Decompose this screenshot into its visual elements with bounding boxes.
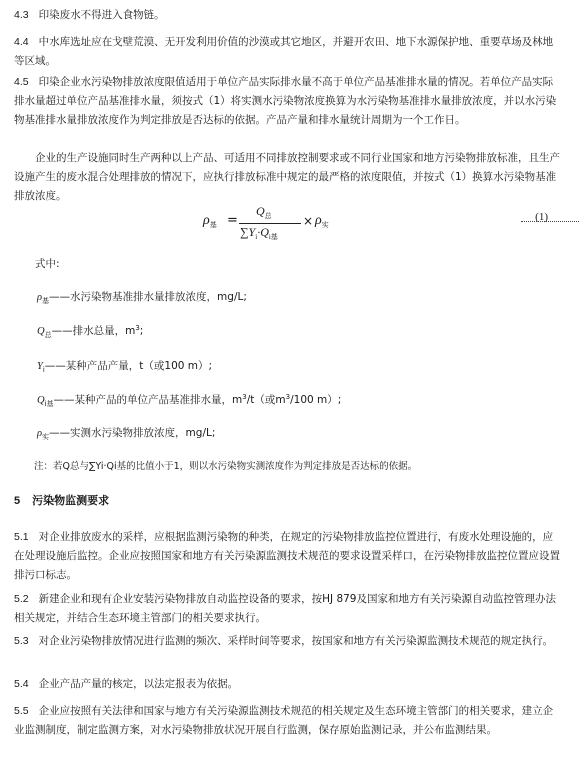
- formula-numerator: $Q_总$: [256, 204, 272, 220]
- clause-number: 5.4: [14, 678, 29, 690]
- clause-text: 企业应按照有关法律和国家与地方有关污染源监测技术规范的相关规定及生态环境主管部门的相关要求，建立企业监测制度，制定监测方案，对水污染物排放状况开展自行监测，保存原始监测记录，并公布监测结果。: [14, 705, 554, 736]
- formula-1: [203, 204, 548, 244]
- variable-definition: $\rho_实——$实测水污染物排放浓度，mg/L;: [37, 427, 216, 441]
- clause-text: 对企业污染物排放情况进行监测的频次、采样时间等要求，按国家和地方有关污染源监测技术规范的规定执行。: [38, 635, 554, 647]
- equation-number: (1): [535, 211, 548, 223]
- clause-5-2: [14, 590, 563, 628]
- clause-text: 印染废水不得进入食物链。: [38, 9, 165, 21]
- clause-number: 5.5: [14, 705, 29, 717]
- clause-5-1: [14, 528, 563, 585]
- times-sign: ×: [303, 214, 314, 228]
- clause-4-3: [14, 6, 563, 25]
- clause-text: 企业产品产量的核定，以法定报表为依据。: [38, 678, 239, 690]
- clause-number: 4.3: [14, 9, 29, 21]
- clause-5-4: [14, 675, 563, 694]
- variable-definition: $Q_总——$排水总量，$m^3$;: [37, 324, 144, 339]
- clause-text: 新建企业和现有企业安装污染物排放自动监控设备的要求，按HJ 879及国家和地方有关污染源自动监控管理办法相关规定，并结合生态环境主管部门的相关要求执行。: [14, 593, 556, 624]
- clause-text: 印染企业水污染物排放浓度限值适用于单位产品实际排水量不高于单位产品基准排水量的情况。若单位产品实际排水量超过单位产品基准排水量，须按式（1）将实测水污染物浓度换算为水污染物基准排水量排放浓度，并以水污染物基准排水量排放浓度作为判定排放是否达标的依据。产品产量和排水量统计周期为一个工作日。: [14, 76, 557, 126]
- clause-number: 4.4: [14, 36, 29, 48]
- clause-number: 5.3: [14, 635, 29, 647]
- clause-4-5: [14, 73, 563, 130]
- variable-definition: $\rho_基——$水污染物基准排水量排放浓度，mg/L;: [37, 291, 247, 305]
- leader-dots: [521, 215, 579, 222]
- formula-note: 注：若Q总与∑Yi·Qi基的比值小于1，则以水污染物实测浓度作为判定排放是否达标的依据。: [34, 461, 418, 472]
- clause-5-5: [14, 702, 563, 740]
- clause-number: 4.5: [14, 76, 29, 88]
- where-label: 式中:: [35, 258, 60, 270]
- formula-denominator: $\sum Y_i\cdot Q_{i基}$: [240, 225, 278, 241]
- section-heading-5: [14, 492, 109, 508]
- fraction-bar: [239, 223, 301, 224]
- clause-number: 5.1: [14, 531, 29, 543]
- section-title: 污染物监测要求: [32, 495, 110, 507]
- variable-definition: $Y_i——$某种产品产量，t（或100 m）;: [37, 360, 213, 374]
- equals-sign: =: [227, 213, 238, 228]
- clause-text: 中水库选址应在戈壁荒漠、无开发利用价值的沙漠或其它地区，并避开农田、地下水源保护地、重要草场及林地等区域。: [14, 36, 554, 67]
- formula-lhs: $\rho_基$: [203, 213, 217, 229]
- clause-4-5-paragraph-2: 企业的生产设施同时生产两种以上产品、可适用不同排放控制要求或不同行业国家和地方污染物排放标准，且生产设施产生的废水混合处理排放的情况下，应执行排放标准中规定的最严格的浓度限值，并按式（1）换算水污染物基准排放浓度。: [14, 152, 560, 202]
- formula-rhs: $\rho_实$: [315, 213, 329, 229]
- section-number: 5: [14, 495, 21, 507]
- clause-number: 5.2: [14, 593, 29, 605]
- clause-4-4: [14, 33, 563, 71]
- clause-text: 对企业排放废水的采样，应根据监测污染物的种类，在规定的污染物排放监控位置进行，有废水处理设施的，应在处理设施后监控。企业应按照国家和地方有关污染源监测技术规范的要求设置采样口，在污染物排放监控位置应设置排污口标志。: [14, 531, 560, 581]
- variable-definition: $Q_{i基}——$某种产品的单位产品基准排水量，$m^3/t$（或$m^3/100$ m）;: [37, 393, 342, 408]
- clause-5-3: [14, 632, 563, 651]
